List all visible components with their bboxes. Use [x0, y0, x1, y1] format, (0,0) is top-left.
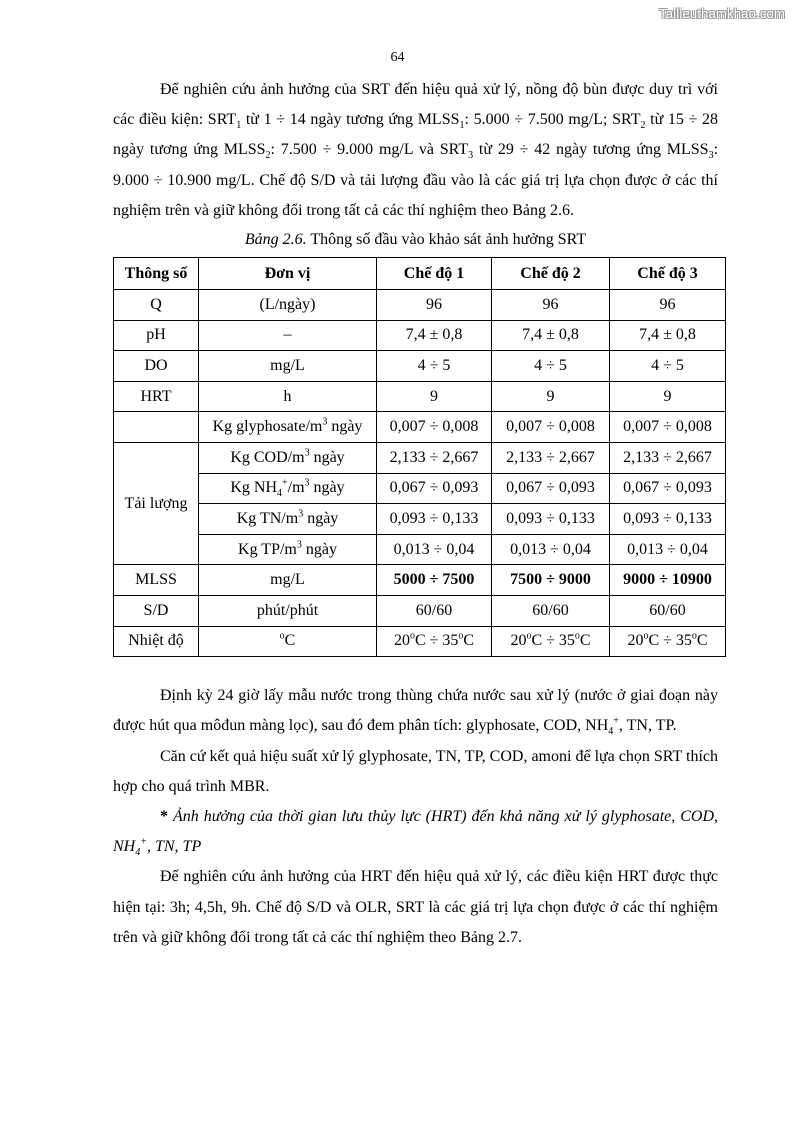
table-cell: 2,133 ÷ 2,667	[377, 442, 492, 473]
table-cell: 7,4 ± 0,8	[377, 320, 492, 351]
table-cell: DO	[114, 351, 199, 382]
caption-label: Bảng 2.6.	[244, 231, 307, 249]
watermark: Tailieuthamkhao.com	[659, 6, 785, 21]
table-cell: (L/ngày)	[199, 290, 377, 321]
table-cell: 0,007 ÷ 0,008	[492, 412, 610, 443]
table-cell: 0,067 ÷ 0,093	[377, 473, 492, 504]
table-row-temperature	[114, 626, 726, 657]
table-cell: Kg glyphosate/$m^3$ ngày	[199, 412, 377, 443]
table-cell: 4 ÷ 5	[492, 351, 610, 382]
table-cell: 96	[610, 290, 726, 321]
table-cell: Kg COD/$m^3$ ngày	[199, 442, 377, 473]
table-cell: pH	[114, 320, 199, 351]
table-cell: $20^oC \div 35^oC$	[492, 626, 610, 657]
table-cell: 5000 ÷ 7500	[377, 565, 492, 596]
srt-selection-paragraph: Căn cứ kết quả hiệu suất xử lý glyphosate, TN, TP, COD, amoni để lựa chọn SRT thích hợp cho quá trình MBR.	[113, 747, 718, 795]
hrt-paragraph: Để nghiên cứu ảnh hưởng của HRT đến hiệu quả xử lý, các điều kiện HRT được thực hiện tại: 3h; 4,5h, 9h. Chế độ S/D và OLR, SRT là các giá trị lựa chọn được ở các thí nghiệm trên và giữ không đổi trong tất cả các thí nghiệm theo Bảng 2.7.	[113, 868, 718, 946]
table-row	[114, 320, 726, 351]
table-cell: 96	[492, 290, 610, 321]
table-cell: MLSS	[114, 565, 199, 596]
table-cell: h	[199, 381, 377, 412]
table-cell: 0,007 ÷ 0,008	[377, 412, 492, 443]
table-row-sd	[114, 595, 726, 626]
intro-paragraph: Để nghiên cứu ảnh hưởng của SRT đến hiệu quả xử lý, nồng độ bùn được duy trì với các điều kiện: $SRT_1$ từ 1 ÷ 14 ngày tương ứng $MLSS_1$: 5.000 ÷ 7.500 mg/L; $SRT_2$ từ 15 ÷ 28 ngày tương ứng $MLSS_2$: 7.500 ÷ 9.000 mg/L và $SRT_3$ từ 29 ÷ 42 ngày tương ứng $MLSS_3$: 9.000 ÷ 10.900 mg/L. Chế độ S/D và tải lượng đầu vào là các giá trị lựa chọn được ở các thí nghiệm trên và giữ không đổi trong tất cả các thí nghiệm theo Bảng 2.6.	[113, 81, 719, 219]
table-cell: mg/L	[199, 351, 377, 382]
table-cell: Nhiệt độ	[114, 626, 199, 657]
table-cell: 0,067 ÷ 0,093	[492, 473, 610, 504]
caption-text: Thông số đầu vào khảo sát ảnh hưởng SRT	[306, 231, 587, 249]
header-cell: Chế độ 3	[610, 258, 726, 290]
table-row-glyphosate-load	[114, 412, 726, 443]
table-cell: 0,093 ÷ 0,133	[492, 504, 610, 535]
page-number: 64	[390, 50, 405, 65]
table-cell: 96	[377, 290, 492, 321]
table-cell: 60/60	[610, 595, 726, 626]
table-row-cod-load	[114, 442, 726, 473]
table-cell: 0,093 ÷ 0,133	[610, 504, 726, 535]
table-cell: 0,093 ÷ 0,133	[377, 504, 492, 535]
table-cell: phút/phút	[199, 595, 377, 626]
header-cell: Chế độ 2	[492, 258, 610, 290]
load-label-cell: Tải lượng	[114, 442, 199, 564]
table-cell: 0,007 ÷ 0,008	[610, 412, 726, 443]
table-cell: Kg $TP/m^3$ ngày	[199, 534, 377, 565]
table-cell: $20^oC \div 35^oC$	[610, 626, 726, 657]
table-cell: –	[199, 320, 377, 351]
table-cell: 9	[492, 381, 610, 412]
table-cell: 4 ÷ 5	[377, 351, 492, 382]
table-cell: 0,013 ÷ 0,04	[492, 534, 610, 565]
table-cell: 2,133 ÷ 2,667	[610, 442, 726, 473]
table-row-mlss	[114, 565, 726, 596]
table-row-tp-load	[114, 534, 726, 565]
sampling-paragraph: Định kỳ 24 giờ lấy mẫu nước trong thùng chứa nước sau xử lý (nước ở giai đoạn này được hút qua môđun màng lọc), sau đó đem phân tích: glyphosate, COD, $NH_4^+$, TN, TP.	[113, 687, 718, 738]
table-cell: 7500 ÷ 9000	[492, 565, 610, 596]
table-cell: $^o$C	[199, 626, 377, 657]
table-caption	[113, 230, 718, 250]
table-cell: 4 ÷ 5	[610, 351, 726, 382]
table-cell: 60/60	[492, 595, 610, 626]
table-cell: S/D	[114, 595, 199, 626]
table-cell: mg/L	[199, 565, 377, 596]
table-cell: Kg $NH_4^+/m^3$ ngày	[199, 473, 377, 504]
table-cell: 7,4 ± 0,8	[610, 320, 726, 351]
header-cell: Đơn vị	[199, 258, 377, 290]
table-cell: 60/60	[377, 595, 492, 626]
table-cell: 0,013 ÷ 0,04	[377, 534, 492, 565]
header-cell: Thông số	[114, 258, 199, 290]
empty-cell	[114, 412, 199, 443]
table-cell: 9	[610, 381, 726, 412]
srt-input-table	[113, 257, 726, 657]
table-cell: Q	[114, 290, 199, 321]
table-row	[114, 351, 726, 382]
header-cell: Chế độ 1	[377, 258, 492, 290]
table-row	[114, 290, 726, 321]
table-cell: 9000 ÷ 10900	[610, 565, 726, 596]
table-row-tn-load	[114, 504, 726, 535]
table-cell: 7,4 ± 0,8	[492, 320, 610, 351]
table-cell: 9	[377, 381, 492, 412]
table-cell: 2,133 ÷ 2,667	[492, 442, 610, 473]
page-content	[113, 75, 718, 953]
table-header-row	[114, 258, 726, 290]
hrt-section-heading: * Ảnh hưởng của thời gian lưu thủy lực (HRT) đến khả năng xử lý glyphosate, COD, $NH_4^+$, TN, TP	[113, 807, 718, 859]
table-row	[114, 381, 726, 412]
table-cell: HRT	[114, 381, 199, 412]
table-cell: $20^oC \div 35^oC$	[377, 626, 492, 657]
table-cell: Kg $TN/m^3$ ngày	[199, 504, 377, 535]
table-cell: 0,013 ÷ 0,04	[610, 534, 726, 565]
table-cell: 0,067 ÷ 0,093	[610, 473, 726, 504]
table-row-nh4-load	[114, 473, 726, 504]
